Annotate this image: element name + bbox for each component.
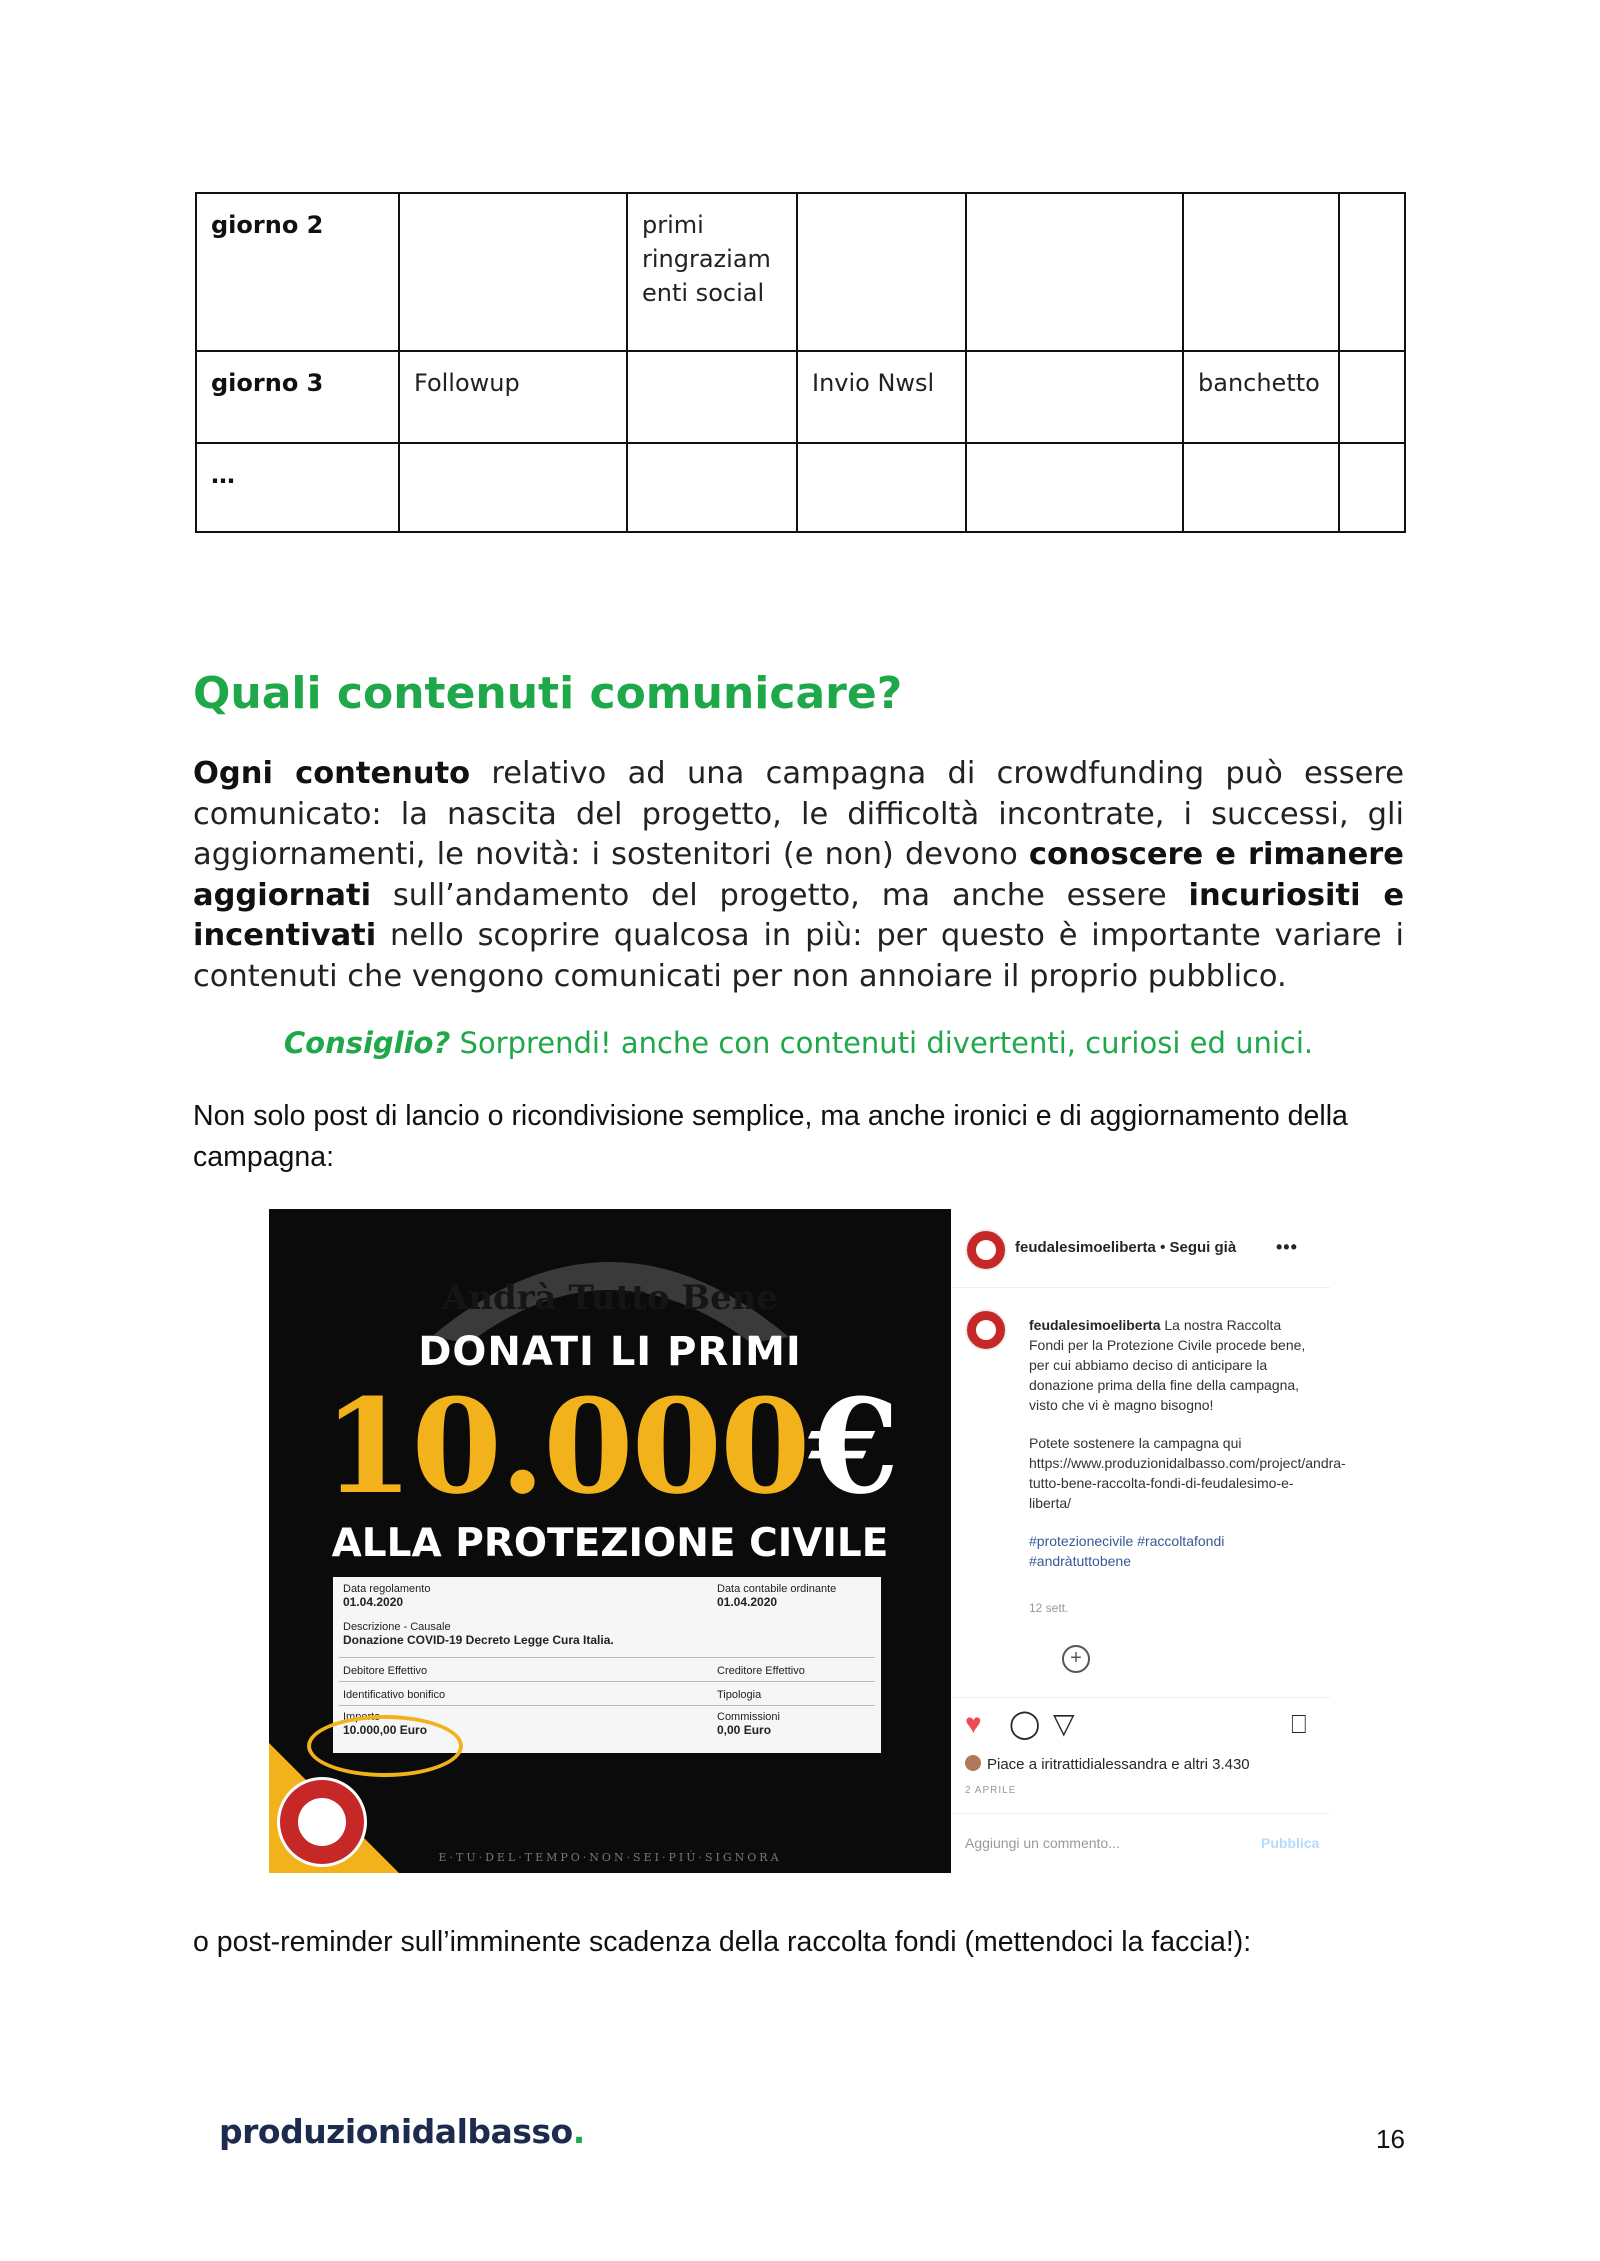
banner-arch	[411, 1217, 809, 1347]
table-cell	[797, 443, 966, 532]
receipt-field: Debitore Effettivo	[343, 1665, 428, 1677]
comment-input[interactable]: Aggiungi un commento...	[965, 1835, 1120, 1851]
divider	[339, 1657, 875, 1658]
instagram-panel	[951, 1209, 1346, 1873]
paragraph-text: sull’andamento del progetto, ma anche essere	[371, 877, 1189, 913]
table-cell	[966, 351, 1183, 443]
username-link[interactable]: feudalesimoeliberta	[1029, 1317, 1161, 1333]
more-options-icon[interactable]: •••	[1276, 1237, 1298, 1257]
load-more-comments-icon[interactable]: +	[1062, 1645, 1090, 1673]
paragraph-text: relativo ad una campagna di crowdfunding può essere comunicato: la nascita del progetto, le difficoltà incontrate, i successi, gli aggiornamenti, le novità: i sostenitori (e non) devono	[193, 756, 1404, 872]
poster-amount	[269, 1370, 951, 1523]
poster	[269, 1209, 951, 1873]
receipt-field: Descrizione - Causale Donazione COVID-19 Decreto Legge Cura Italia.	[343, 1621, 614, 1647]
day-cell: …	[196, 443, 399, 532]
banner-text: Andrà Tutto Bene	[441, 1278, 779, 1318]
table-cell	[399, 193, 627, 351]
intro-text: Non solo post di lancio o ricondivisione semplice, ma anche ironici e di aggiornamento della campagna:	[193, 1100, 1348, 1173]
table-cell	[1183, 443, 1339, 532]
heart-icon[interactable]: ♥	[965, 1708, 982, 1739]
brand-dot: .	[572, 2112, 585, 2151]
action-bar	[965, 1709, 1315, 1743]
poster-motto: E·TU·DEL·TEMPO·NON·SEI·PIÙ·SIGNORA	[438, 1851, 782, 1864]
caption-time: 12 sett.	[1029, 1601, 1069, 1615]
instagram-post-image	[269, 1209, 1346, 1873]
divider	[951, 1697, 1330, 1698]
post-header	[1015, 1239, 1236, 1256]
receipt-field: Creditore Effettivo	[717, 1665, 805, 1677]
avatar[interactable]	[965, 1309, 1007, 1351]
divider	[951, 1813, 1330, 1814]
bold-text: conoscere e rimanere aggiornati	[193, 837, 1404, 913]
likes-text[interactable]: Piace a iritrattidialessandra e altri 3.430	[987, 1756, 1250, 1773]
divider	[951, 1287, 1330, 1288]
liker-avatar	[965, 1755, 981, 1771]
tip-callout	[193, 1026, 1404, 1060]
avatar[interactable]	[965, 1229, 1007, 1271]
outro-text: o post-reminder sull’imminente scadenza della raccolta fondi (mettendoci la faccia!):	[193, 1926, 1252, 1958]
brand-logo	[219, 2112, 585, 2151]
table-cell	[1339, 443, 1405, 532]
table-cell: primi ringraziam enti social	[627, 193, 797, 351]
receipt-field: Tipologia	[717, 1689, 762, 1701]
follow-status[interactable]: • Segui già	[1160, 1239, 1237, 1256]
table-cell	[966, 193, 1183, 351]
day-cell: giorno 3	[196, 351, 399, 443]
tip-label: Consiglio?	[283, 1026, 451, 1060]
table-cell: banchetto	[1183, 351, 1339, 443]
table-cell	[1339, 193, 1405, 351]
table-row	[196, 351, 1405, 443]
table-cell	[797, 193, 966, 351]
bold-text: incuriositi e incentivati	[193, 877, 1405, 953]
body-paragraph	[193, 754, 1404, 997]
post-date: 2 APRILE	[965, 1785, 1017, 1796]
bold-text: Ogni contenuto	[193, 756, 471, 791]
receipt-field: Importo 10.000,00 Euro	[343, 1711, 428, 1737]
table-cell	[627, 351, 797, 443]
hashtags[interactable]: #protezionecivile #raccoltafondi #andràtuttobene	[1029, 1533, 1225, 1569]
caption-link-text: Potete sostenere la campagna qui https://www.produzionidalbasso.com/project/andra-tutto-bene-raccolta-fondi-di-feudalesimo-e-liberta/	[1029, 1435, 1346, 1511]
schedule-table	[195, 192, 1406, 533]
poster-headline: DONATI LI PRIMI	[418, 1329, 802, 1375]
tip-text: Sorprendi! anche con contenuti divertenti, curiosi ed unici.	[450, 1026, 1314, 1060]
username-link[interactable]: feudalesimoeliberta	[1015, 1239, 1156, 1256]
paragraph-text: nello scoprire qualcosa in più: per questo è importante variare i contenuti che vengono comunicati per non annoiare il proprio pubblico.	[193, 918, 1404, 994]
section-heading: Quali contenuti comunicare?	[193, 668, 903, 719]
table-row	[196, 193, 1405, 351]
table-cell: Invio Nwsl	[797, 351, 966, 443]
euro-sign: €	[808, 1370, 897, 1523]
table-row	[196, 443, 1405, 532]
page-number: 16	[1376, 2124, 1405, 2154]
share-icon[interactable]: ▽	[1053, 1708, 1075, 1739]
publish-button[interactable]: Pubblica	[1261, 1835, 1320, 1851]
table-cell	[399, 443, 627, 532]
receipt-field: Data regolamento 01.04.2020	[343, 1583, 431, 1609]
receipt-field: Identificativo bonifico	[343, 1689, 446, 1701]
brand-name: produzionidalbasso	[219, 2112, 573, 2151]
comment-icon[interactable]: ◯	[1009, 1708, 1041, 1739]
table-cell	[1183, 193, 1339, 351]
table-cell	[1339, 351, 1405, 443]
receipt-field: Data contabile ordinante 01.04.2020	[717, 1583, 837, 1609]
caption-text: La nostra Raccolta Fondi per la Protezione Civile procede bene, per cui abbiamo deciso di anticipare la donazione prima della fine della campagna, visto che vi è magno bisogno!	[1029, 1317, 1306, 1413]
day-cell: giorno 2	[196, 193, 399, 351]
table-cell	[627, 443, 797, 532]
divider	[339, 1681, 875, 1682]
receipt-field: Commissioni 0,00 Euro	[717, 1711, 780, 1737]
table-cell: Followup	[399, 351, 627, 443]
amount-value: 10.000	[323, 1370, 809, 1523]
poster-subheadline: ALLA PROTEZIONE CIVILE	[331, 1521, 889, 1566]
likes-line	[965, 1755, 1250, 1773]
post-caption	[1029, 1315, 1346, 1589]
table-cell	[966, 443, 1183, 532]
divider	[339, 1705, 875, 1706]
bookmark-icon[interactable]: ⎕	[1291, 1709, 1307, 1739]
